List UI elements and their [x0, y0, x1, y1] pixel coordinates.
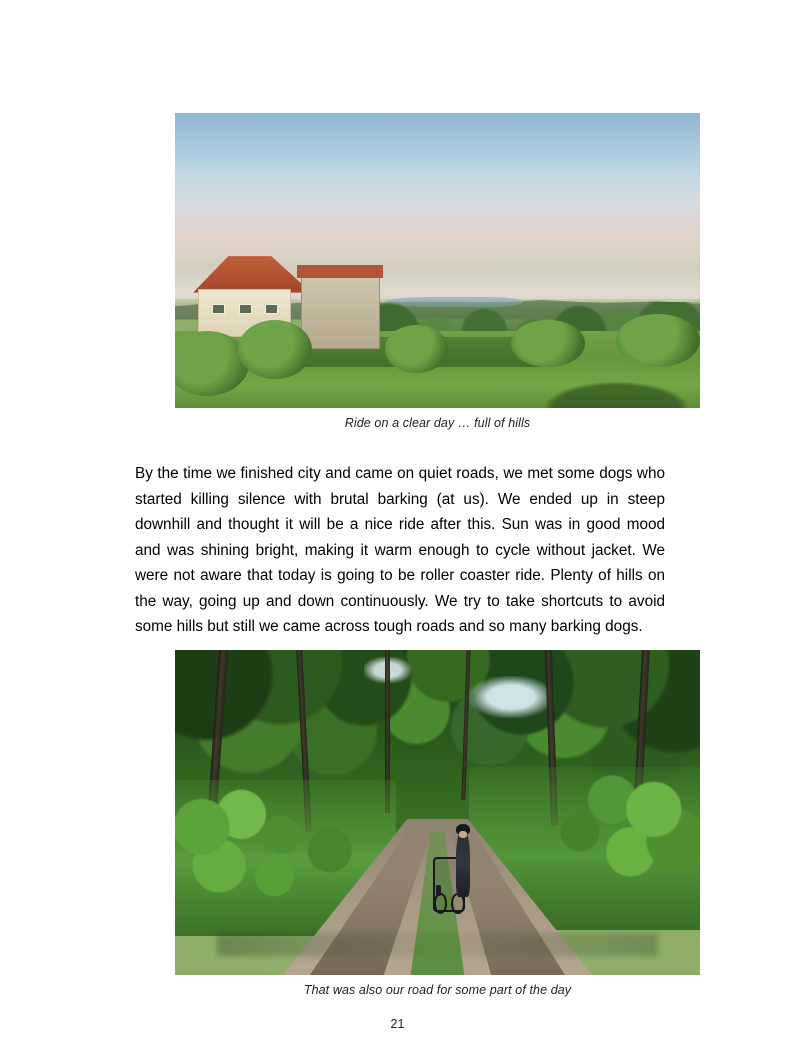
secondary-building: [301, 275, 380, 349]
bush: [511, 320, 585, 367]
figure-2-image: [175, 650, 700, 975]
house-window: [265, 304, 278, 314]
page-number: 21: [390, 1017, 405, 1031]
house-window: [212, 304, 225, 314]
pannier-bag: [436, 885, 441, 896]
house-window: [239, 304, 252, 314]
body-paragraph: By the time we finished city and came on quiet roads, we met some dogs who started killing silence with brutal barking (at us). We ended up in steep downhill and thought it will be a nice ride after this. Sun was in good mood and was shining bright, making it warm enough to cycle without jacket. We were not aware that today is going to be roller coaster ride. Plenty of hills on the way, going up and down continuously. We try to take shortcuts to avoid some hills but still we came across tough roads and so many barking dogs.: [135, 465, 665, 636]
rider-body: [456, 831, 470, 897]
bush: [616, 314, 700, 367]
rider-face: [459, 831, 468, 837]
bush: [238, 320, 312, 379]
bush: [385, 325, 448, 372]
figure-1-image: [175, 113, 700, 408]
house-roof: [186, 255, 312, 293]
cyclist-figure: [430, 824, 493, 915]
figure-2: [175, 650, 700, 997]
sky-gap: [469, 676, 553, 718]
bicycle-wheel: [434, 893, 447, 913]
lawn-shadow: [543, 381, 690, 408]
secondary-building-roof: [297, 265, 383, 278]
figure-1: [175, 113, 700, 430]
path-shadow: [217, 933, 658, 956]
figure-1-caption: Ride on a clear day … full of hills: [344, 416, 531, 430]
figure-2-caption: That was also our road for some part of the day: [303, 983, 572, 997]
